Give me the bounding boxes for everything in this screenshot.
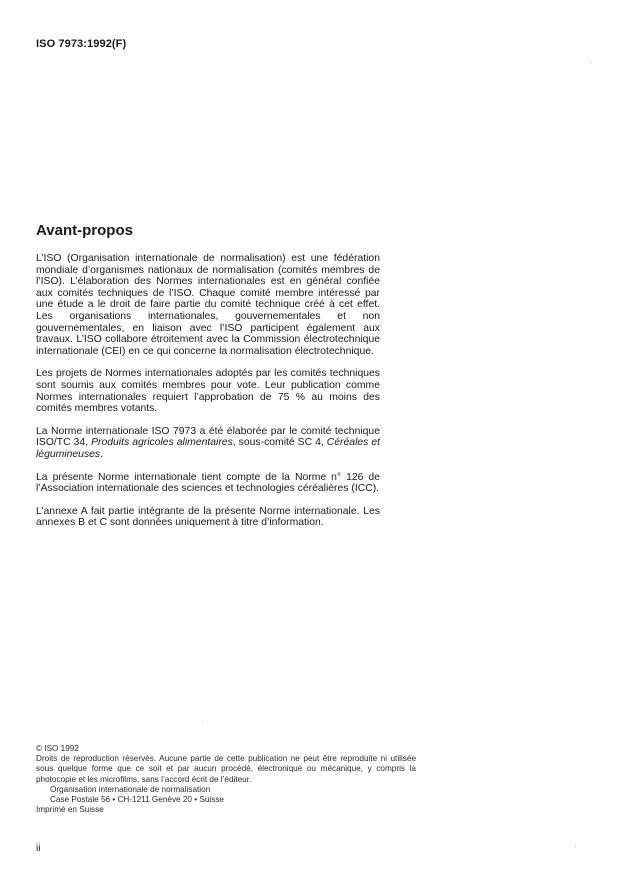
foreword-body xyxy=(36,253,380,540)
rights-notice: Droits de reproduction réservés. Aucune partie de cette publication ne peut être reproduite ni utilisée sous quelque forme que ce soit et par aucun procédé, électronique ou mécanique, y compris la photocopie et les microfilms, sans l’accord écrit de l’éditeur. xyxy=(36,754,416,784)
scan-speck xyxy=(202,722,203,723)
committee-text: La Norme internationale ISO 7973 a été élaborée par le comité technique ISO/TC 34, xyxy=(36,425,380,449)
subcommittee-title: Céréales et légumineuses xyxy=(36,437,381,460)
paragraph-committee xyxy=(36,426,380,461)
copyright-footer xyxy=(36,744,416,815)
paragraph-voting: Les projets de Normes internationales adoptés par les comités techniques sont soumis aux comités membres pour vote. Leur publication comme Normes internationales requiert l’approbation de 75 % au moins des comités membres votants. xyxy=(36,368,380,415)
scan-speck xyxy=(575,846,576,847)
page-number: ii xyxy=(36,843,41,854)
copyright-line: © ISO 1992 xyxy=(36,744,79,753)
paragraph-annexes: L’annexe A fait partie intégrante de la présente Norme internationale. Les annexes B et C sont données uniquement à titre d’information. xyxy=(36,505,380,529)
committee-title: Produits agricoles alimentaires xyxy=(91,437,233,449)
org-address: Case Postale 56 • CH-1211 Genève 20 • Suisse xyxy=(50,795,224,805)
scan-speck xyxy=(590,62,591,63)
paragraph-icc-reference: La présente Norme internationale tient compte de la Norme n° 126 de l’Association internationale des sciences et technologies céréalières (ICC). xyxy=(36,471,380,495)
document-id-header: ISO 7973:1992(F) xyxy=(36,38,127,50)
committee-text-end: . xyxy=(100,448,104,460)
paragraph-iso-intro: L’ISO (Organisation internationale de normalisation) est une fédération mondiale d’organismes nationaux de normalisation (comités membres de l’ISO). L’élaboration des Normes internationales est en général confiée aux comités techniques de l’ISO. Chaque comité membre intéressé par une étude a le droit de faire partie du comité technique créé à cet effet. Les organisations internationales, gouvernementales et non gouvernementales, en liaison avec l’ISO participent également aux travaux. L’ISO collabore étroitement avec la Commission électrotechnique internationale (CEI) en ce qui concerne la normalisation électrotechnique. xyxy=(36,253,380,357)
section-title: Avant-propos xyxy=(36,222,133,239)
committee-text-mid: , sous-comité SC 4, xyxy=(232,437,327,449)
org-name: Organisation internationale de normalisation xyxy=(50,784,211,794)
printed-in: Imprimé en Suisse xyxy=(36,805,104,815)
